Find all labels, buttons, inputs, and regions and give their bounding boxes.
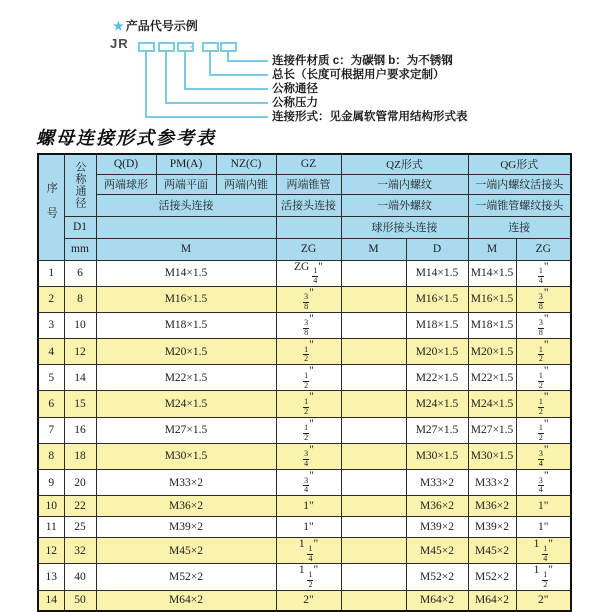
table-cell: M52×2: [406, 564, 468, 590]
table-header: [38, 154, 571, 260]
table-cell: M22×1.5: [468, 365, 516, 391]
table-cell: $\frac{1}{2}$ ": [276, 391, 341, 417]
table-row: [38, 538, 571, 564]
product-code-prefix: JR: [110, 36, 129, 51]
table-cell: M64×2: [406, 590, 468, 611]
table-cell: M22×1.5: [96, 365, 276, 391]
table-cell: 1": [516, 517, 571, 538]
table-cell: M14×1.5: [406, 260, 468, 286]
header-mm: mm: [64, 238, 96, 260]
table-cell: 25: [64, 517, 96, 538]
table-cell: M24×1.5: [468, 391, 516, 417]
table-cell: $\frac{3}{8}$ ": [276, 312, 341, 338]
header-d1: D1: [64, 216, 96, 238]
table-cell: M39×2: [468, 517, 516, 538]
table-row: [38, 517, 571, 538]
table-cell: M30×1.5: [406, 443, 468, 469]
table-cell: 4: [38, 339, 64, 365]
table-cell: M16×1.5: [406, 286, 468, 312]
table-cell: 14: [64, 365, 96, 391]
table-cell: 1": [276, 496, 341, 517]
table-cell: $\frac{3}{4}$ ": [276, 443, 341, 469]
table-cell: $\frac{1}{2}$ ": [276, 339, 341, 365]
table-cell: [341, 496, 406, 517]
table-cell: M27×1.5: [468, 417, 516, 443]
table-cell: M24×1.5: [96, 391, 276, 417]
table-title: 螺母连接形式参考表: [36, 128, 216, 148]
table-row: [38, 312, 571, 338]
code-label-material: 连接件材质 c：为碳钢 b：为不锈钢: [272, 55, 453, 67]
table-cell: 10: [38, 496, 64, 517]
table-cell: 14: [38, 590, 64, 611]
header-m-label: M: [96, 238, 276, 260]
table-cell: 8: [64, 286, 96, 312]
table-cell: [341, 417, 406, 443]
header-qz-d: D: [406, 238, 468, 260]
header-gz: GZ: [276, 154, 341, 174]
header-q-ends: 两端球形: [96, 174, 156, 194]
table-cell: 2": [516, 590, 571, 611]
table-cell: 13: [38, 564, 64, 590]
table-cell: M14×1.5: [468, 260, 516, 286]
table-cell: 22: [64, 496, 96, 517]
table-row: [38, 286, 571, 312]
table-cell: 20: [64, 470, 96, 496]
table-row: [38, 496, 571, 517]
table-cell: M30×1.5: [96, 443, 276, 469]
table-cell: 7: [38, 417, 64, 443]
table-cell: 18: [64, 443, 96, 469]
table-cell: 32: [64, 538, 96, 564]
table-cell: 50: [64, 590, 96, 611]
header-gz-ends: 两端锥管: [276, 174, 341, 194]
table-cell: 5: [38, 365, 64, 391]
table-cell: $\frac{1}{4}$ ": [516, 260, 571, 286]
table-cell: M36×2: [96, 496, 276, 517]
table-row: [38, 260, 571, 286]
table-cell: $\frac{1}{2}$ ": [276, 417, 341, 443]
table-cell: M64×2: [468, 590, 516, 611]
table-cell: $\frac{3}{8}$ ": [516, 286, 571, 312]
table-cell: M22×1.5: [406, 365, 468, 391]
table-body: [38, 260, 571, 611]
star-icon: ★: [113, 19, 124, 33]
table-cell: $\frac{3}{4}$ ": [276, 470, 341, 496]
table-row: [38, 365, 571, 391]
table-cell: [341, 339, 406, 365]
table-cell: M16×1.5: [96, 286, 276, 312]
header-zg-label: ZG: [276, 238, 341, 260]
table-cell: 12: [38, 538, 64, 564]
header-pm: PM(A): [156, 154, 216, 174]
leader-line: [227, 60, 268, 62]
leader-line: [145, 50, 147, 118]
table-cell: 9: [38, 470, 64, 496]
table-cell: [341, 443, 406, 469]
table-cell: M45×2: [96, 538, 276, 564]
table-cell: M52×2: [468, 564, 516, 590]
header-pm-ends: 两端平面: [156, 174, 216, 194]
code-dash: -: [190, 38, 195, 53]
table-cell: 1": [516, 496, 571, 517]
header-seq: 序号: [38, 154, 64, 260]
nut-connection-table: [37, 153, 572, 612]
table-cell: [341, 286, 406, 312]
leader-line: [145, 116, 268, 118]
table-cell: M18×1.5: [468, 312, 516, 338]
table-cell: M45×2: [406, 538, 468, 564]
table-cell: 10: [64, 312, 96, 338]
table-cell: $\frac{3}{4}$ ": [516, 470, 571, 496]
table-cell: [341, 564, 406, 590]
table-cell: M33×2: [468, 470, 516, 496]
header-union-gz: 活接头连接: [276, 194, 341, 216]
table-cell: [341, 517, 406, 538]
table-row: [38, 443, 571, 469]
code-label-diameter: 公称通径: [272, 83, 318, 95]
table-cell: [341, 260, 406, 286]
table-cell: M30×1.5: [468, 443, 516, 469]
table-cell: $\frac{1}{2}$ ": [516, 391, 571, 417]
table-cell: M64×2: [96, 590, 276, 611]
table-cell: [341, 538, 406, 564]
table-cell: 8: [38, 443, 64, 469]
table-cell: 6: [64, 260, 96, 286]
header-dn: 公称通径: [64, 154, 96, 216]
header-blank-gz: [276, 216, 341, 238]
header-qz-row2: 一端内螺纹: [341, 174, 468, 194]
table-cell: 11: [38, 517, 64, 538]
leader-line: [184, 88, 268, 90]
leader-line: [165, 102, 268, 104]
table-row: [38, 391, 571, 417]
leader-line: [209, 74, 268, 76]
table-row: [38, 339, 571, 365]
table-cell: 1 $\frac{1}{2}$ ": [516, 564, 571, 590]
header-qz-row4: 球形接头连接: [341, 216, 468, 238]
table-cell: M14×1.5: [96, 260, 276, 286]
table-cell: 15: [64, 391, 96, 417]
header-qz-row3: 一端外螺纹: [341, 194, 468, 216]
header-qz-m: M: [341, 238, 406, 260]
table-cell: $\frac{3}{8}$ ": [516, 312, 571, 338]
header-nz: NZ(C): [216, 154, 276, 174]
table-cell: [341, 470, 406, 496]
table-cell: 6: [38, 391, 64, 417]
table-cell: M18×1.5: [406, 312, 468, 338]
header-qg-row4: 连接: [468, 216, 571, 238]
table-cell: M36×2: [406, 496, 468, 517]
table-cell: M36×2: [468, 496, 516, 517]
table-cell: M20×1.5: [468, 339, 516, 365]
table-cell: M18×1.5: [96, 312, 276, 338]
header-qg-zg: ZG: [516, 238, 571, 260]
table-cell: 40: [64, 564, 96, 590]
table-cell: M52×2: [96, 564, 276, 590]
table-cell: M24×1.5: [406, 391, 468, 417]
diagram-heading-text: 产品代号示例: [125, 19, 198, 33]
table-cell: $\frac{1}{2}$ ": [276, 365, 341, 391]
table-cell: 1: [38, 260, 64, 286]
table-cell: 2": [276, 590, 341, 611]
table-cell: M20×1.5: [406, 339, 468, 365]
table-cell: M27×1.5: [96, 417, 276, 443]
table-cell: M45×2: [468, 538, 516, 564]
code-label-pressure: 公称压力: [272, 97, 318, 109]
table-cell: [341, 365, 406, 391]
table-cell: 16: [64, 417, 96, 443]
table-cell: 1 $\frac{1}{2}$ ": [276, 564, 341, 590]
table-cell: 1 $\frac{1}{4}$ ": [516, 538, 571, 564]
table-row: [38, 417, 571, 443]
table-row: [38, 470, 571, 496]
table-cell: $\frac{1}{2}$ ": [516, 417, 571, 443]
table-cell: M33×2: [406, 470, 468, 496]
header-qg-row3: 一端锥管螺纹接头: [468, 194, 571, 216]
table-cell: $\frac{1}{2}$ ": [516, 365, 571, 391]
table-cell: 2: [38, 286, 64, 312]
leader-line: [209, 50, 211, 76]
table-cell: 12: [64, 339, 96, 365]
table-cell: M33×2: [96, 470, 276, 496]
table-cell: M27×1.5: [406, 417, 468, 443]
table-cell: 1 $\frac{1}{4}$ ": [276, 538, 341, 564]
table-row: [38, 590, 571, 611]
header-blank-left: [96, 216, 276, 238]
table-cell: $\frac{3}{4}$ ": [516, 443, 571, 469]
table-cell: M39×2: [96, 517, 276, 538]
header-qg: QG形式: [468, 154, 571, 174]
leader-line: [184, 50, 186, 90]
table-cell: $\frac{1}{2}$ ": [516, 339, 571, 365]
table-cell: ZG $\frac{1}{4}$ ": [276, 260, 341, 286]
header-qz: QZ形式: [341, 154, 468, 174]
leader-line: [165, 50, 167, 104]
table-cell: [341, 312, 406, 338]
table-cell: M39×2: [406, 517, 468, 538]
diagram-heading: [113, 17, 198, 34]
table-cell: M20×1.5: [96, 339, 276, 365]
header-qg-row2: 一端内螺纹活接头: [468, 174, 571, 194]
header-q: Q(D): [96, 154, 156, 174]
header-union-left: 活接头连接: [96, 194, 276, 216]
table-cell: M16×1.5: [468, 286, 516, 312]
table-cell: 1": [276, 517, 341, 538]
header-nz-ends: 两端内锥: [216, 174, 276, 194]
table-cell: [341, 391, 406, 417]
code-label-length: 总长（长度可根据用户要求定制）: [272, 69, 445, 81]
table-row: [38, 564, 571, 590]
table-cell: [341, 590, 406, 611]
table-cell: $\frac{3}{8}$ ": [276, 286, 341, 312]
header-qg-m: M: [468, 238, 516, 260]
code-label-connection: 连接形式：见金属软管常用结构形式表: [272, 111, 468, 123]
table-cell: 3: [38, 312, 64, 338]
